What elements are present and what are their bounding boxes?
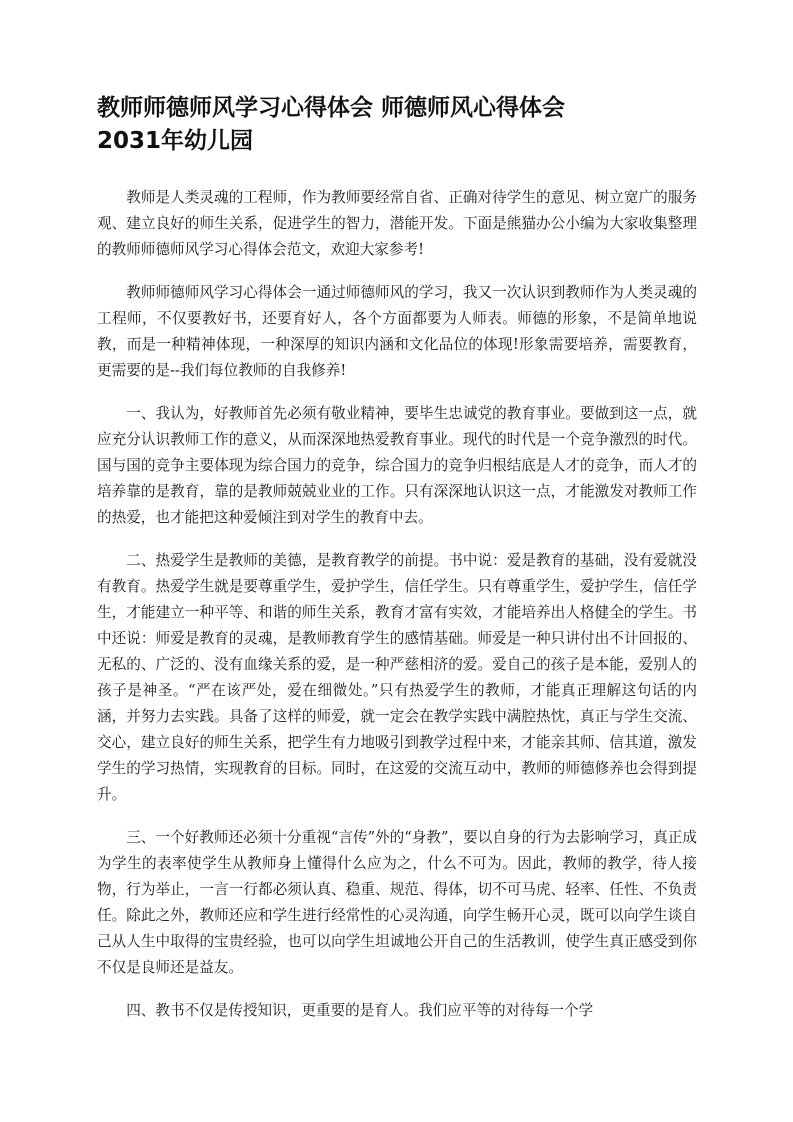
document-title-line-1: 教师师德师风学习心得体会 师德师风心得体会 (97, 95, 566, 121)
body-paragraph: 三、一个好教师还必须十分重视“言传”外的“身教”，要以自身的行为去影响学习，真正成为学生的表率使学生从教师身上懂得什么应为之，什么不可为。因此，教师的教学，待人接物，行为举止，一言一行都必须认真、稳重、规范、得体，切不可马虎、轻率、任性、不负责任。除此之外，教师还应和学生进行经常性的心灵沟通，向学生畅开心灵，既可以向学生谈自己从人生中取得的宝贵经验，也可以向学生坦诚地公开自己的生活教训，使学生真正感受到你不仅是良师还是益友。 (97, 829, 697, 976)
body-paragraph: 教师师德师风学习心得体会一通过师德师风的学习，我又一次认识到教师作为人类灵魂的工程师，不仅要教好书，还要育好人，各个方面都要为人师表。师德的形象，不是简单地说教，而是一种精神体现，一种深厚的知识内涵和文化品位的体现!形象需要培养，需要教育，更需要的是--我们每位教师的自我修养! (97, 284, 697, 379)
body-paragraph: 一、我认为，好教师首先必须有敬业精神，要毕生忠诚党的教育事业。要做到这一点，就应充分认识教师工作的意义，从而深深地热爱教育事业。现代的时代是一个竞争激烈的时代。国与国的竞争主要体现为综合国力的竞争，综合国力的竞争归根结底是人才的竞争，而人才的培养靠的是教育，靠的是教师兢兢业业的工作。只有深深地认识这一点，才能激发对教师工作的热爱，也才能把这种爱倾注到对学生的教育中去。 (97, 405, 697, 526)
intro-paragraph: 教师是人类灵魂的工程师，作为教师要经常自省、正确对待学生的意见、树立宽广的服务观、建立良好的师生关系，促进学生的智力，潜能开发。下面是熊猫办公小编为大家收集整理的教师师德师风学习心得体会范文，欢迎大家参考! (97, 189, 697, 258)
document-title (97, 92, 697, 158)
document-body (97, 185, 697, 1041)
document-title-line-2: 2031年幼儿园 (97, 128, 254, 154)
body-paragraph: 二、热爱学生是教师的美德，是教育教学的前提。书中说：爱是教育的基础，没有爱就没有教育。热爱学生就是要尊重学生，爱护学生，信任学生。只有尊重学生，爱护学生，信任学生，才能建立一种平等、和谐的师生关系，教育才富有实效，才能培养出人格健全的学生。书中还说：师爱是教育的灵魂，是教师教育学生的感情基础。师爱是一种只讲付出不计回报的、无私的、广泛的、没有血缘关系的爱，是一种严慈相济的爱。爱自己的孩子是本能，爱别人的孩子是神圣。“严在该严处，爱在细微处。”只有热爱学生的教师，才能真正理解这句话的内涵，并努力去实践。具备了这样的师爱，就一定会在教学实践中满腔热忱，真正与学生交流、交心，建立良好的师生关系，把学生有力地吸引到教学过程中来，才能亲其师、信其道，激发学生的学习热情，实现教育的目标。同时，在这爱的交流互动中，教师的师德修养也会得到提升。 (97, 552, 697, 803)
body-paragraph: 四、教书不仅是传授知识，更重要的是育人。我们应平等的对待每一个学 (126, 1002, 594, 1019)
